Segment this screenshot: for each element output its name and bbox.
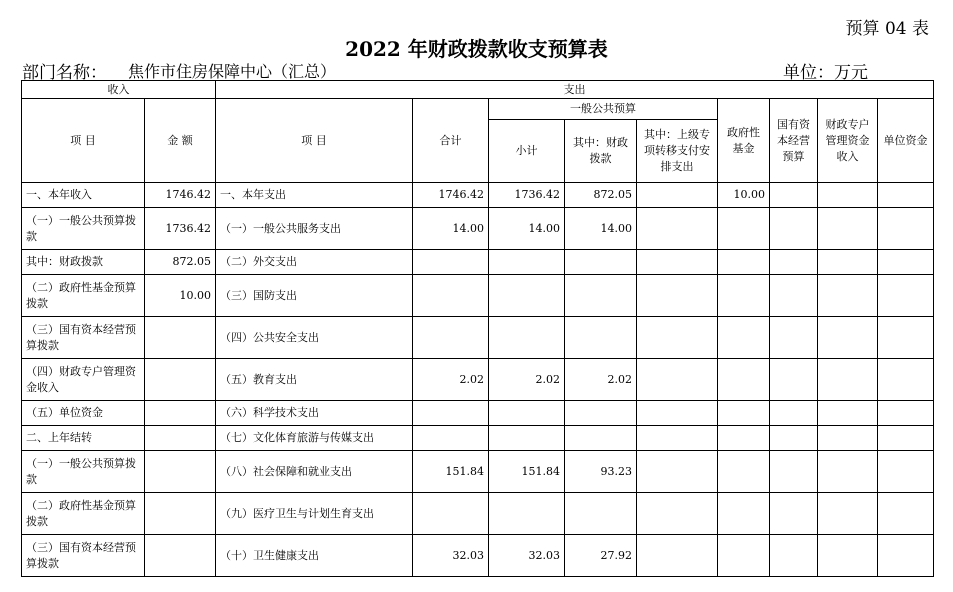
unit-funds-cell: [878, 275, 934, 317]
total-cell: 32.03: [413, 535, 489, 577]
unit-funds-cell: [878, 493, 934, 535]
table-row: [22, 401, 934, 426]
income-amount: [145, 401, 216, 426]
expense-item: 一、本年支出: [216, 183, 413, 208]
expense-item: （四）公共安全支出: [216, 317, 413, 359]
total-cell: 2.02: [413, 359, 489, 401]
table-row: [22, 250, 934, 275]
income-item: （三）国有资本经营预算拨款: [22, 317, 145, 359]
state-capital-cell: [770, 183, 818, 208]
fiscal-cell: [565, 493, 637, 535]
department-name: 焦作市住房保障中心（汇总）: [128, 62, 337, 81]
income-item: （二）政府性基金预算拨款: [22, 275, 145, 317]
budget-table: [21, 80, 934, 577]
transfer-cell: [637, 275, 718, 317]
state-capital-header: 国有资本经营预算: [770, 99, 818, 183]
subtotal-cell: [489, 275, 565, 317]
income-item: （二）政府性基金预算拨款: [22, 493, 145, 535]
unit-funds-cell: [878, 426, 934, 451]
table-row: [22, 451, 934, 493]
fiscal-cell: [565, 426, 637, 451]
income-amount: [145, 317, 216, 359]
transfer-header: 其中：上级专项转移支付安排支出: [637, 120, 718, 183]
total-cell: [413, 275, 489, 317]
total-cell: 1746.42: [413, 183, 489, 208]
fiscal-cell: [565, 275, 637, 317]
income-item: （五）单位资金: [22, 401, 145, 426]
subtotal-cell: [489, 250, 565, 275]
expense-item: （二）外交支出: [216, 250, 413, 275]
unit-funds-cell: [878, 535, 934, 577]
expense-item: （六）科学技术支出: [216, 401, 413, 426]
state-capital-cell: [770, 451, 818, 493]
subtotal-cell: 32.03: [489, 535, 565, 577]
income-amount: [145, 493, 216, 535]
income-header: 收入: [22, 81, 216, 99]
state-capital-cell: [770, 493, 818, 535]
special-mgmt-cell: [818, 401, 878, 426]
table-row: [22, 535, 934, 577]
transfer-cell: [637, 535, 718, 577]
total-cell: [413, 250, 489, 275]
total-cell: [413, 426, 489, 451]
total-cell: [413, 401, 489, 426]
expense-item-header: 项 目: [216, 99, 413, 183]
table-row: [22, 275, 934, 317]
fiscal-cell: [565, 401, 637, 426]
income-amount: 10.00: [145, 275, 216, 317]
total-cell: 14.00: [413, 208, 489, 250]
state-capital-cell: [770, 401, 818, 426]
subtotal-cell: [489, 401, 565, 426]
expense-item: （五）教育支出: [216, 359, 413, 401]
fiscal-header: 其中：财政拨款: [565, 120, 637, 183]
special-mgmt-cell: [818, 275, 878, 317]
gov-fund-header: 政府性基金: [718, 99, 770, 183]
income-amount: [145, 359, 216, 401]
unit-funds-cell: [878, 317, 934, 359]
subtotal-cell: 14.00: [489, 208, 565, 250]
total-cell: [413, 493, 489, 535]
table-row: [22, 183, 934, 208]
transfer-cell: [637, 451, 718, 493]
gov-fund-cell: 10.00: [718, 183, 770, 208]
state-capital-cell: [770, 317, 818, 359]
special-mgmt-cell: [818, 535, 878, 577]
fiscal-cell: 93.23: [565, 451, 637, 493]
unit-funds-cell: [878, 451, 934, 493]
total-cell: 151.84: [413, 451, 489, 493]
special-mgmt-cell: [818, 493, 878, 535]
expense-item: （七）文化体育旅游与传媒支出: [216, 426, 413, 451]
subtotal-cell: [489, 317, 565, 359]
subtotal-cell: 151.84: [489, 451, 565, 493]
unit-label: 单位：万元: [783, 63, 868, 83]
gov-fund-cell: [718, 535, 770, 577]
income-item: （四）财政专户管理资金收入: [22, 359, 145, 401]
subtotal-cell: 2.02: [489, 359, 565, 401]
fiscal-cell: 2.02: [565, 359, 637, 401]
unit-funds-cell: [878, 208, 934, 250]
gov-fund-cell: [718, 493, 770, 535]
gov-fund-cell: [718, 208, 770, 250]
income-amount: 1736.42: [145, 208, 216, 250]
state-capital-cell: [770, 359, 818, 401]
income-item-header: 项 目: [22, 99, 145, 183]
transfer-cell: [637, 401, 718, 426]
header-row-2: [22, 99, 934, 120]
table-row: [22, 317, 934, 359]
state-capital-cell: [770, 426, 818, 451]
subtotal-cell: 1736.42: [489, 183, 565, 208]
income-amount-header: 金 额: [145, 99, 216, 183]
transfer-cell: [637, 317, 718, 359]
income-item: （一）一般公共预算拨款: [22, 451, 145, 493]
special-mgmt-cell: [818, 208, 878, 250]
fiscal-cell: 872.05: [565, 183, 637, 208]
expense-item: （一）一般公共服务支出: [216, 208, 413, 250]
special-mgmt-cell: [818, 317, 878, 359]
income-amount: [145, 535, 216, 577]
income-amount: 1746.42: [145, 183, 216, 208]
subtotal-cell: [489, 426, 565, 451]
state-capital-cell: [770, 250, 818, 275]
transfer-cell: [637, 208, 718, 250]
expense-header: 支出: [216, 81, 934, 99]
gov-fund-cell: [718, 426, 770, 451]
special-mgmt-cell: [818, 359, 878, 401]
form-number: 预算 04 表: [845, 19, 929, 39]
transfer-cell: [637, 426, 718, 451]
transfer-cell: [637, 250, 718, 275]
gov-fund-cell: [718, 451, 770, 493]
transfer-cell: [637, 359, 718, 401]
unit-funds-header: 单位资金: [878, 99, 934, 183]
fiscal-cell: 27.92: [565, 535, 637, 577]
income-item: 其中：财政拨款: [22, 250, 145, 275]
state-capital-cell: [770, 208, 818, 250]
total-cell: [413, 317, 489, 359]
transfer-cell: [637, 183, 718, 208]
income-item: 二、上年结转: [22, 426, 145, 451]
gov-fund-cell: [718, 250, 770, 275]
page-title: 2022 年财政拨款收支预算表: [345, 37, 608, 61]
gov-fund-cell: [718, 359, 770, 401]
gov-fund-cell: [718, 401, 770, 426]
fiscal-cell: [565, 250, 637, 275]
income-item: （一）一般公共预算拨款: [22, 208, 145, 250]
income-item: 一、本年收入: [22, 183, 145, 208]
unit-funds-cell: [878, 401, 934, 426]
income-amount: [145, 426, 216, 451]
table-row: [22, 426, 934, 451]
special-mgmt-header: 财政专户管理资金收入: [818, 99, 878, 183]
special-mgmt-cell: [818, 250, 878, 275]
fiscal-cell: 14.00: [565, 208, 637, 250]
unit-funds-cell: [878, 359, 934, 401]
header-row-1: [22, 81, 934, 99]
state-capital-cell: [770, 275, 818, 317]
general-budget-header: 一般公共预算: [489, 99, 718, 120]
gov-fund-cell: [718, 317, 770, 359]
total-header: 合计: [413, 99, 489, 183]
subtotal-cell: [489, 493, 565, 535]
special-mgmt-cell: [818, 426, 878, 451]
unit-funds-cell: [878, 183, 934, 208]
income-amount: [145, 451, 216, 493]
expense-item: （十）卫生健康支出: [216, 535, 413, 577]
special-mgmt-cell: [818, 451, 878, 493]
expense-item: （八）社会保障和就业支出: [216, 451, 413, 493]
income-item: （三）国有资本经营预算拨款: [22, 535, 145, 577]
table-row: [22, 208, 934, 250]
income-amount: 872.05: [145, 250, 216, 275]
unit-funds-cell: [878, 250, 934, 275]
special-mgmt-cell: [818, 183, 878, 208]
subtotal-header: 小计: [489, 120, 565, 183]
fiscal-cell: [565, 317, 637, 359]
table-row: [22, 493, 934, 535]
expense-item: （九）医疗卫生与计划生育支出: [216, 493, 413, 535]
state-capital-cell: [770, 535, 818, 577]
expense-item: （三）国防支出: [216, 275, 413, 317]
transfer-cell: [637, 493, 718, 535]
gov-fund-cell: [718, 275, 770, 317]
department-label: 部门名称：: [22, 63, 107, 83]
table-row: [22, 359, 934, 401]
